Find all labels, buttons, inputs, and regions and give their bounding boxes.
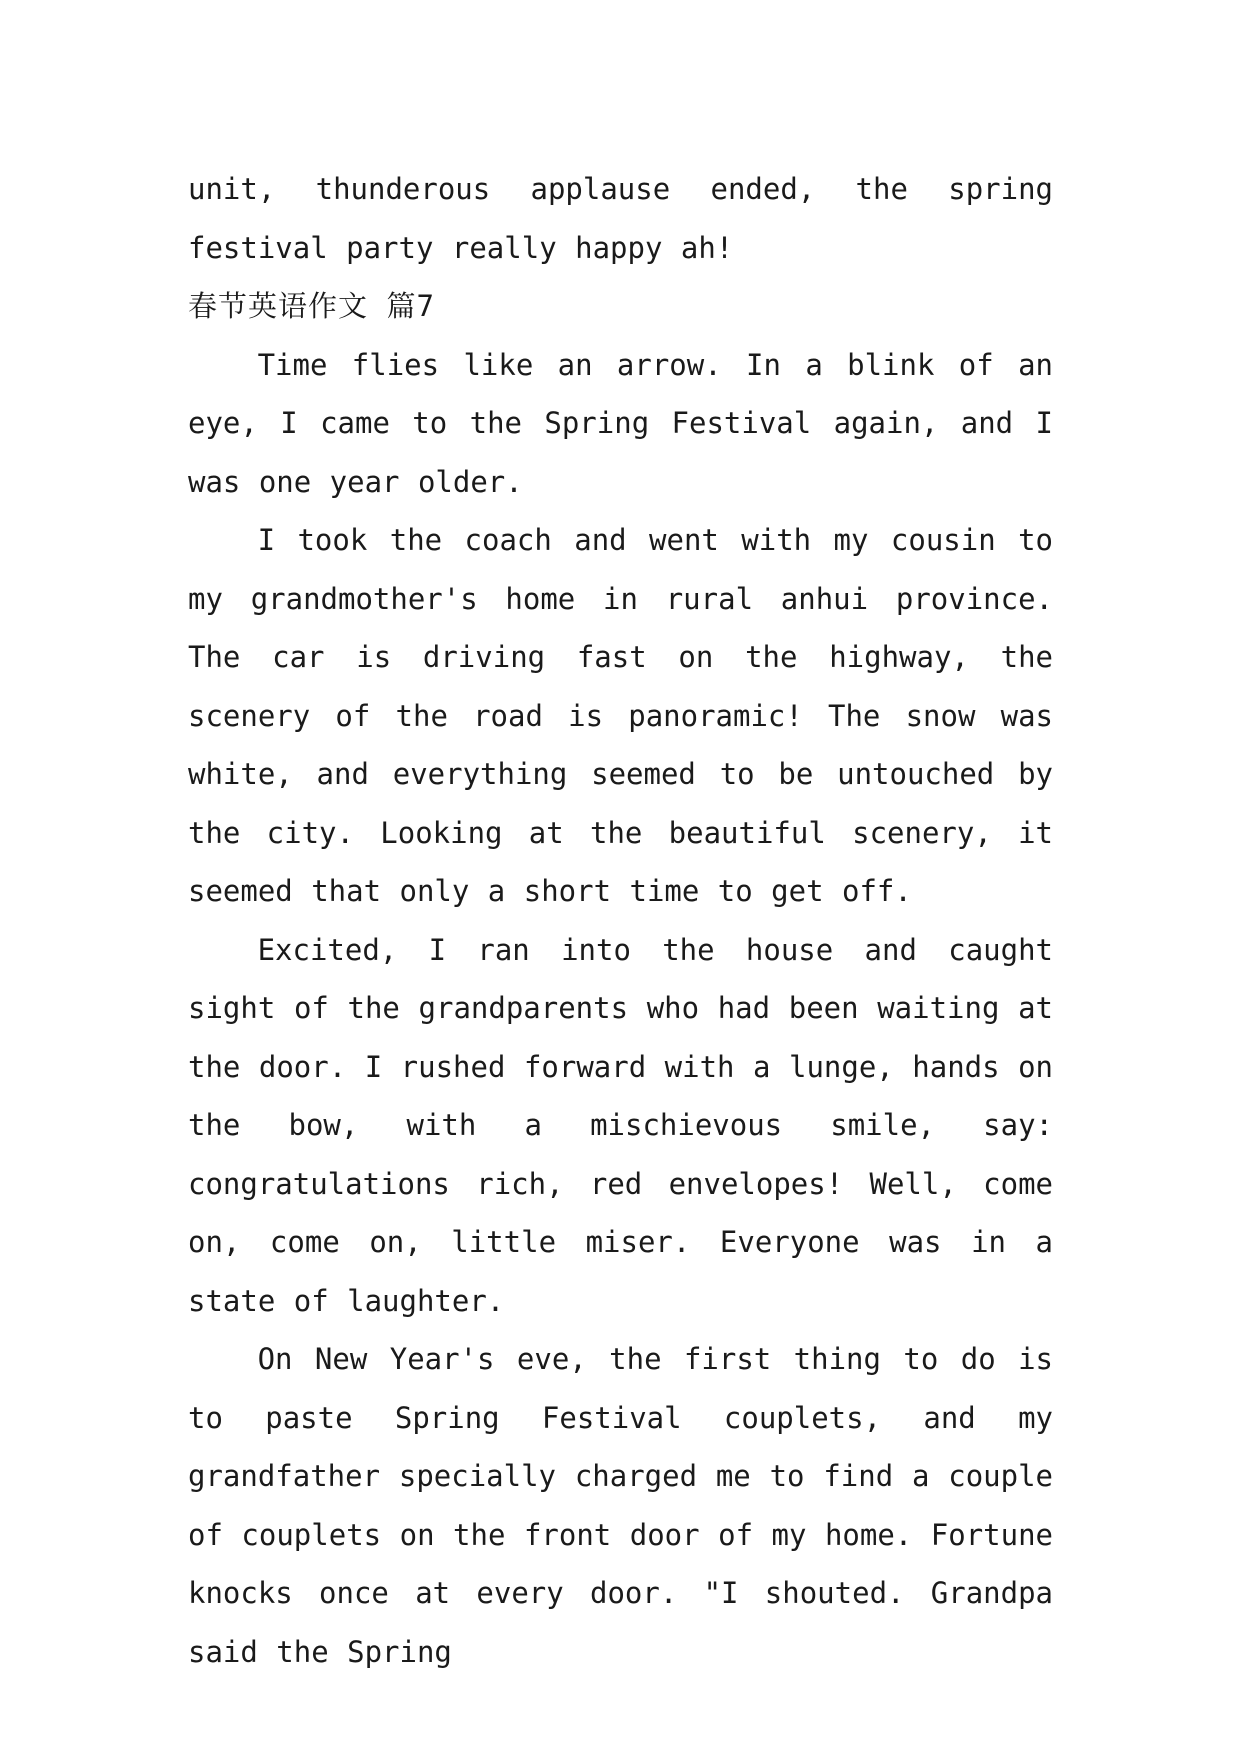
document-body <box>188 160 1053 1681</box>
continued-paragraph: unit, thunderous applause ended, the spring festival party really happy ah! <box>188 172 1053 265</box>
paragraph-2: I took the coach and went with my cousin to my grandmother's home in rural anhui province. The car is driving fast on the highway, the scenery of the road is panoramic! The snow was white, and everything seemed to be untouched by the city. Looking at the beautiful scenery, it seemed that only a short time to get off. <box>188 523 1053 908</box>
paragraph-3: Excited, I ran into the house and caught sight of the grandparents who had been waiting at the door. I rushed forward with a lunge, hands on the bow, with a mischievous smile, say: congratulations rich, red envelopes! Well, come on, come on, little miser. Everyone was in a state of laughter. <box>188 932 1053 1318</box>
paragraph-4: On New Year's eve, the first thing to do is to paste Spring Festival couplets, and my grandfather specially charged me to find a couple of couplets on the front door of my home. Fortune knocks once at every door. "I shouted. Grandpa said the Spring <box>188 1342 1053 1669</box>
section-heading: 春节英语作文 篇7 <box>188 289 435 323</box>
paragraph-1: Time flies like an arrow. In a blink of an eye, I came to the Spring Festival again, and I was one year older. <box>188 347 1053 499</box>
